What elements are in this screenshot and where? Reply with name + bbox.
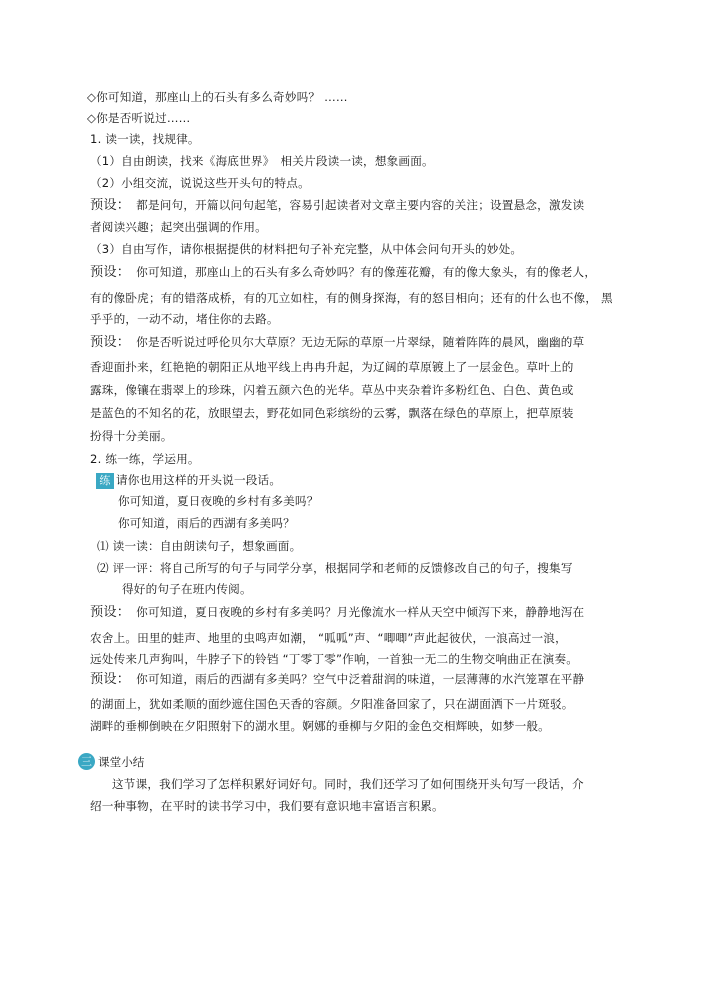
text-line: 者阅读兴趣；起突出强调的作用。 xyxy=(90,220,267,234)
preset-paragraph-line xyxy=(90,197,584,214)
text-line: 湖畔的垂柳倒映在夕阳照射下的湖水里。婀娜的垂柳与夕阳的金色交相辉映，如梦一般。 xyxy=(90,719,550,733)
text-line: （1）自由朗读，找来《海底世界》 相关片段读一读，想象画面。 xyxy=(90,154,434,168)
text-line: 露珠，像镶在翡翠上的珍珠，闪着五颜六色的光华。草丛中夹杂着许多粉红色、白色、黄色或 xyxy=(90,383,574,397)
text-line: 你可知道，雨后的西湖有多美吗？空气中泛着甜润的味道，一层薄薄的水汽笼罩在平静 xyxy=(136,672,585,686)
text-line: 农舍上。田里的蛙声、地里的虫鸣声如潮， “呱呱”声、“唧唧”声此起彼伏，一浪高过一浪， xyxy=(90,631,567,645)
text-line: 你可知道，夏日夜晚的乡村有多美吗？ xyxy=(118,494,319,508)
text-line: 你是否听说过呼伦贝尔大草原？无边无际的草原一片翠绿，随着阵阵的晨风，幽幽的草 xyxy=(136,335,585,349)
text-line: 都是问句，开篇以问句起笔，容易引起读者对文章主要内容的关注；设置悬念，激发读 xyxy=(136,198,585,212)
text-line: 你可知道，雨后的西湖有多美吗？ xyxy=(118,516,295,530)
preset-paragraph-line xyxy=(90,671,584,688)
preset-label: 预设： xyxy=(90,672,131,687)
text-line: 乎乎的，一动不动，堵住你的去路。 xyxy=(90,312,279,326)
text-line: 香迎面扑来，红艳艳的朝阳正从地平线上冉冉升起，为辽阔的草原镀上了一层金色。草叶上的 xyxy=(90,360,574,374)
preset-label: 预设： xyxy=(90,335,131,350)
preset-paragraph-line xyxy=(90,264,596,281)
section-number-badge: 三 xyxy=(78,753,95,770)
practice-tag: 练 xyxy=(96,473,114,489)
text-line: （2）小组交流，说说这些开头句的特点。 xyxy=(90,176,310,190)
text-line: 是蓝色的不知名的花，放眼望去，野花如同色彩缤纷的云雾，飘落在绿色的草原上，把草原装 xyxy=(90,406,574,420)
text-line: 绍一种事物，在平时的读书学习中，我们要有意识地丰富语言积累。 xyxy=(90,799,444,813)
section-title: 课堂小结 xyxy=(98,754,145,769)
section-heading xyxy=(78,751,144,769)
text-line: 你可知道，那座山上的石头有多么奇妙吗？有的像莲花瓣，有的像大象头，有的像老人， xyxy=(136,265,597,279)
text-line: 2. 练一练，学运用。 xyxy=(90,452,200,466)
text-line: ◇你可知道，那座山上的石头有多么奇妙吗？ …… xyxy=(87,90,348,104)
text-line: 有的像卧虎；有的错落成桥，有的兀立如柱，有的侧身探海，有的怒目相向；还有的什么也不像， 黑 xyxy=(90,291,613,305)
text-line: 的湖面上，犹如柔顺的面纱遮住国色天香的容颜。夕阳准备回家了，只在湖面洒下一片斑驳。 xyxy=(90,697,574,711)
text-line: 你可知道，夏日夜晚的乡村有多美吗？月光像流水一样从天空中倾泻下来，静静地泻在 xyxy=(136,605,585,619)
text-line: 这节课，我们学习了怎样积累好词好句。同时，我们还学习了如何围绕开头句写一段话，介 xyxy=(112,777,584,791)
text-line: ⑵ 评一评：将自己所写的句子与同学分享，根据同学和老师的反馈修改自己的句子，搜集写 xyxy=(97,561,573,575)
preset-label: 预设： xyxy=(90,198,131,213)
practice-prompt-line xyxy=(96,472,281,489)
text-line: 远处传来几声狗叫，牛脖子下的铃铛 “丁零丁零”作响，一首独一无二的生物交响曲正在演奏。 xyxy=(90,652,579,666)
text-line: 1. 读一读，找规律。 xyxy=(90,132,200,146)
preset-paragraph-line xyxy=(90,604,584,621)
text-line: （3）自由写作，请你根据提供的材料把句子补充完整，从中体会问句开头的妙处。 xyxy=(90,242,523,256)
preset-label: 预设： xyxy=(90,265,131,280)
text-line: 得好的句子在班内传阅。 xyxy=(122,582,252,596)
preset-paragraph-line xyxy=(90,334,584,351)
preset-label: 预设： xyxy=(90,605,131,620)
text-line: ◇你是否听说过…… xyxy=(87,111,191,125)
text-line: 扮得十分美丽。 xyxy=(90,429,173,443)
text-line: 请你也用这样的开头说一段话。 xyxy=(116,473,282,487)
text-line: ⑴ 读一读：自由朗读句子，想象画面。 xyxy=(97,539,302,553)
